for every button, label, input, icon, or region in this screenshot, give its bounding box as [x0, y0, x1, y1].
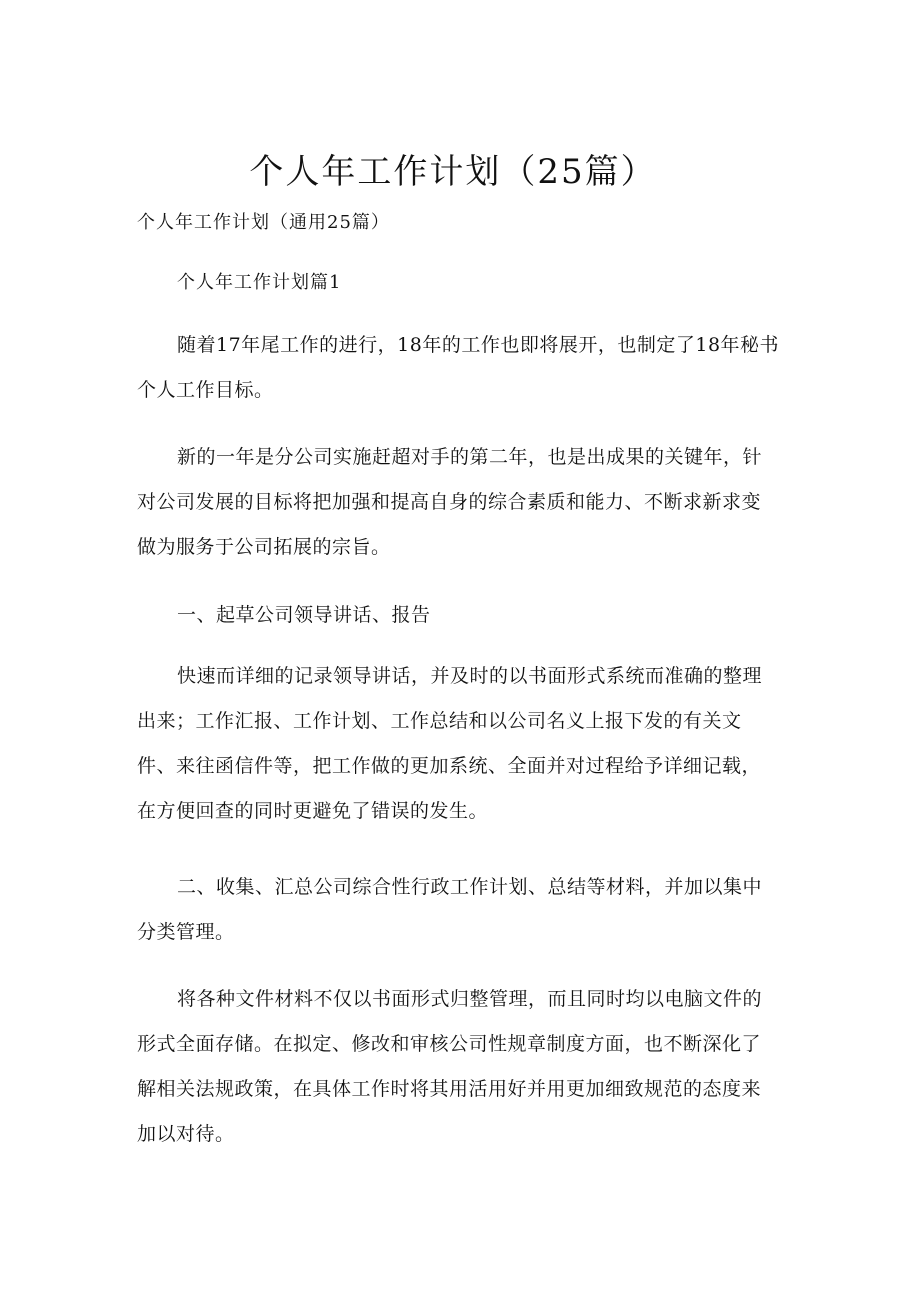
paragraph-line: 二、收集、汇总公司综合性行政工作计划、总结等材料，并加以集中: [177, 876, 763, 898]
paragraph-4: [137, 654, 783, 834]
paragraph-line: 新的一年是分公司实施赶超对手的第二年，也是出成果的关键年，针: [177, 446, 763, 468]
paragraph-line: 出来；工作汇报、工作计划、工作总结和以公司名义上报下发的有关文: [137, 710, 742, 732]
paragraph-line: 做为服务于公司拓展的宗旨。: [137, 536, 391, 558]
paragraph-line: 形式全面存储。在拟定、修改和审核公司性规章制度方面，也不断深化了: [137, 1033, 762, 1055]
paragraph-line: 分类管理。: [137, 921, 235, 943]
section-heading-block: [137, 260, 783, 305]
paragraph-2: [137, 435, 783, 570]
paragraph-1: [137, 323, 783, 413]
section-item-heading: 一、起草公司领导讲话、报告: [177, 604, 431, 626]
paragraph-line: 加以对待。: [137, 1123, 235, 1145]
paragraph-5: [137, 865, 783, 955]
paragraph-line: 快速而详细的记录领导讲话，并及时的以书面形式系统而准确的整理: [177, 665, 763, 687]
paragraph-6: [137, 977, 783, 1157]
paragraph-line: 对公司发展的目标将把加强和提高自身的综合素质和能力、不断求新求变: [137, 491, 762, 513]
paragraph-line: 在方便回查的同时更避免了错误的发生。: [137, 800, 489, 822]
paragraph-line: 解相关法规政策，在具体工作时将其用活用好并用更加细致规范的态度来: [137, 1078, 762, 1100]
document-title: 个人年工作计划（25篇）: [249, 152, 657, 192]
paragraph-line: 个人工作目标。: [137, 379, 274, 401]
paragraph-line: 随着17年尾工作的进行，18年的工作也即将展开，也制定了18年秘书: [177, 334, 780, 356]
section-heading: 个人年工作计划篇1: [177, 272, 342, 293]
document-subtitle: 个人年工作计划（通用25篇）: [137, 212, 390, 233]
paragraph-line: 件、来往函信件等，把工作做的更加系统、全面并对过程给予详细记载，: [137, 755, 762, 777]
paragraph-3: [137, 593, 783, 638]
paragraph-line: 将各种文件材料不仅以书面形式归整管理，而且同时均以电脑文件的: [177, 988, 763, 1010]
